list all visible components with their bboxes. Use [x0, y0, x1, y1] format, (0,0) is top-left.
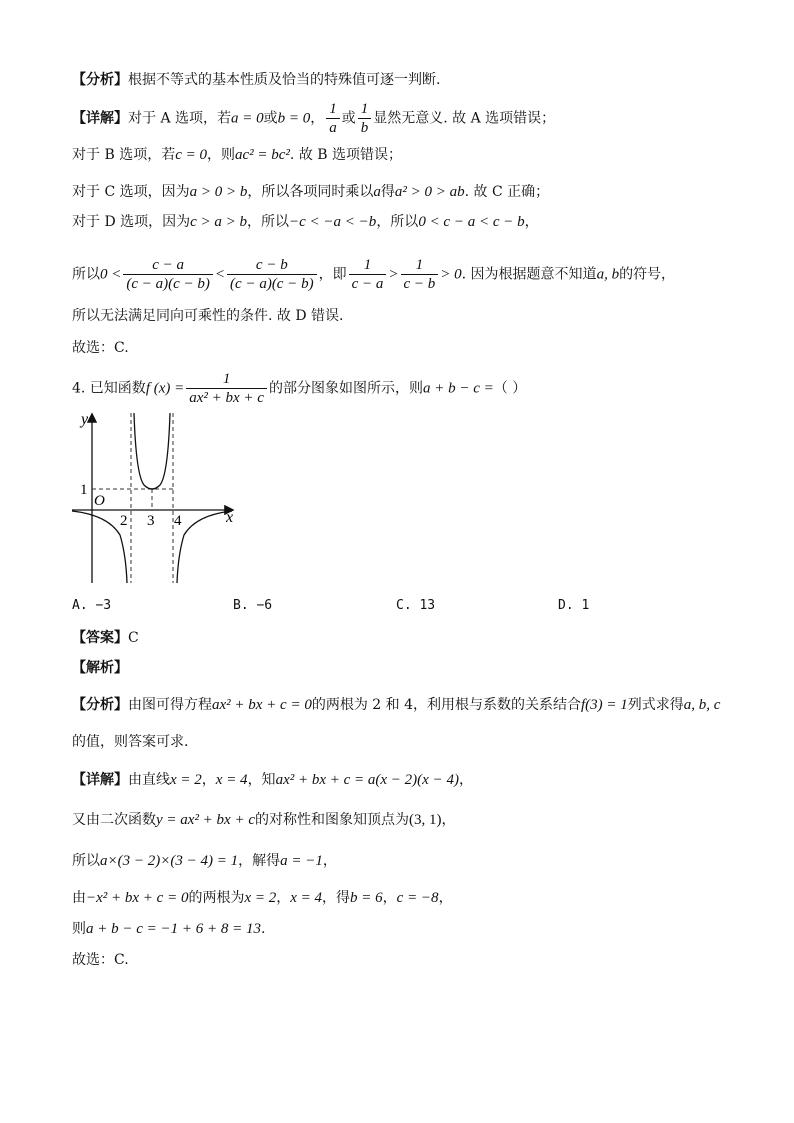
- text-segment: 的对称性和图象知顶点为: [255, 812, 409, 828]
- choice-line-2: 故选：C.: [72, 952, 129, 968]
- math-expression: a = −1: [280, 853, 323, 869]
- text-segment: . 故 B 选项错误；: [289, 147, 403, 163]
- math-expression: a×(3 − 2)×(3 − 4) = 1: [100, 853, 239, 869]
- math-expression: a: [373, 184, 381, 200]
- math-expression: f (x) =: [145, 380, 185, 397]
- math-expression: a + b − c =: [422, 380, 494, 397]
- option-b-line: [72, 145, 402, 165]
- math-expression: b = 6: [350, 890, 383, 906]
- analysis-text: 根据不等式的基本性质及恰当的特殊值可逐一判断.: [128, 72, 441, 88]
- fraction: [358, 100, 372, 137]
- math-expression: x = 4: [215, 772, 248, 788]
- option-letter: B.: [233, 598, 249, 613]
- answer-value: C: [128, 630, 139, 646]
- math-expression: f(3) = 1: [581, 697, 628, 713]
- text-segment: ，: [438, 890, 453, 906]
- denominator: a: [329, 120, 337, 136]
- result-line: [72, 919, 265, 939]
- text-segment: 的两根为: [188, 890, 245, 906]
- math-expression: a + b − c = −1 + 6 + 8 = 13: [86, 921, 262, 937]
- denominator: (c − a)(c − b): [230, 276, 314, 292]
- text-segment: 对于 C 选项，因为: [72, 184, 190, 200]
- math-expression: b = 0: [277, 110, 311, 127]
- text-segment: 4. 已知函数: [72, 380, 146, 397]
- math-expression: c > a > b: [190, 214, 248, 230]
- vertex-line: [72, 810, 456, 830]
- option-letter: C.: [396, 598, 412, 613]
- math-expression: c = 0: [175, 147, 207, 163]
- fraction-line: [72, 256, 675, 293]
- curve-right-branch: [177, 511, 232, 583]
- text-segment: . 故 C 正确；: [464, 184, 550, 200]
- text-segment: 对于 B 选项，若: [72, 147, 176, 163]
- tick-label-2: 2: [120, 513, 128, 529]
- choice-line: 故选：C.: [72, 340, 129, 356]
- option-b[interactable]: [233, 598, 272, 613]
- function-graph: [68, 405, 248, 587]
- math-expression: 0 < c − a < c − b: [418, 214, 525, 230]
- detail-tag: 【详解】: [72, 772, 128, 788]
- fraction: [123, 256, 213, 293]
- math-expression: a² > 0 > ab: [394, 184, 465, 200]
- text-segment: ，所以各项同时乘以: [247, 184, 374, 200]
- math-expression: c = −8: [396, 890, 439, 906]
- numerator: c − a: [123, 256, 213, 275]
- tick-label-1: 1: [80, 482, 88, 498]
- text-segment: 显然无意义. 故 A 选项错误；: [373, 110, 556, 127]
- denominator: c − b: [403, 276, 436, 292]
- denominator: c − a: [351, 276, 384, 292]
- text-segment: 又由二次函数: [72, 812, 156, 828]
- text-segment: ，: [524, 214, 539, 230]
- option-c[interactable]: [396, 598, 435, 613]
- option-d-line: [72, 212, 539, 232]
- text-segment: ，所以: [247, 214, 290, 230]
- detail2-line: [72, 770, 473, 790]
- x-axis-label: x: [226, 509, 234, 526]
- text-segment: 对于 A 选项，若: [128, 110, 232, 127]
- option-letter: A.: [72, 598, 88, 613]
- tick-label-3: 3: [147, 513, 155, 529]
- math-expression: ax² + bx + c = 0: [212, 697, 312, 713]
- text-segment: ，: [322, 853, 337, 869]
- analysis2-cont: 的值，则答案可求.: [72, 734, 189, 750]
- fraction: [401, 256, 439, 293]
- option-value: −6: [256, 598, 273, 613]
- conclusion-line: 所以无法满足同向可乘性的条件. 故 D 错误.: [72, 308, 344, 324]
- fraction: [186, 370, 267, 407]
- numerator: 1: [326, 100, 340, 119]
- option-a[interactable]: [72, 598, 111, 613]
- text-segment: 由图可得方程: [128, 697, 212, 713]
- math-expression: (3, 1): [409, 812, 442, 828]
- text-segment: 的部分图象如图所示，则: [268, 380, 423, 397]
- text-segment: ，即: [318, 266, 347, 283]
- text-segment: 或: [341, 110, 356, 127]
- math-expression: > 0: [440, 266, 462, 283]
- fraction: [326, 100, 340, 137]
- detail-option-a: [72, 100, 555, 137]
- text-segment: ，: [382, 890, 397, 906]
- analysis-tag: 【分析】: [72, 72, 128, 88]
- solve-a-line: [72, 851, 337, 871]
- math-expression: y = ax² + bx + c: [156, 812, 255, 828]
- answer-tag: 【答案】: [72, 630, 128, 646]
- math-expression: x = 4: [290, 890, 323, 906]
- analysis-tag: 【分析】: [72, 697, 128, 713]
- numerator: 1: [358, 100, 372, 119]
- math-expression: −x² + bx + c = 0: [86, 890, 189, 906]
- fraction: [349, 256, 387, 293]
- denominator: (c − a)(c − b): [126, 276, 210, 292]
- math-expression: ac² = bc²: [234, 147, 290, 163]
- solution-tag: 【解析】: [72, 660, 128, 676]
- text-segment: ，: [310, 110, 325, 127]
- denominator: b: [360, 120, 369, 136]
- text-segment: ，解得: [238, 853, 281, 869]
- text-segment: 由: [72, 890, 86, 906]
- text-segment: . 因为根据题意不知道: [461, 266, 597, 283]
- math-expression: 0 <: [100, 266, 122, 283]
- math-expression: x = 2: [244, 890, 277, 906]
- option-value: 1: [581, 598, 590, 613]
- math-expression: −c < −a < −b: [289, 214, 377, 230]
- solve-bc-line: [72, 888, 453, 908]
- text-segment: 所以: [72, 853, 100, 869]
- curve-middle-branch: [134, 413, 170, 489]
- text-segment: ，所以: [376, 214, 419, 230]
- analysis-paragraph: [72, 70, 440, 90]
- text-segment: 所以: [72, 266, 100, 283]
- question-stem: [72, 370, 526, 407]
- math-expression: a > 0 > b: [189, 184, 248, 200]
- text-segment: .: [261, 921, 266, 937]
- math-expression: <: [214, 266, 226, 283]
- text-segment: 由直线: [128, 772, 170, 788]
- math-expression: a, b, c: [683, 697, 721, 713]
- text-segment: ，: [276, 890, 291, 906]
- denominator: ax² + bx + c: [189, 390, 264, 406]
- option-c-line: [72, 182, 549, 202]
- analysis2-line: [72, 695, 720, 715]
- text-segment: ，得: [322, 890, 351, 906]
- math-expression: x = 2: [170, 772, 202, 788]
- option-d[interactable]: [558, 598, 589, 613]
- text-segment: 列式求得: [627, 697, 684, 713]
- text-segment: 或: [263, 110, 278, 127]
- text-segment: 的符号，: [619, 266, 676, 283]
- numerator: 1: [349, 256, 387, 275]
- math-expression: a = 0: [231, 110, 264, 127]
- text-segment: （ ）: [493, 380, 527, 397]
- option-value: −3: [95, 598, 112, 613]
- text-segment: 的两根为 2 和 4，利用根与系数的关系结合: [311, 697, 582, 713]
- text-segment: ，知: [247, 772, 276, 788]
- tick-label-4: 4: [174, 513, 182, 529]
- numerator: c − b: [227, 256, 317, 275]
- text-segment: ，: [201, 772, 216, 788]
- text-segment: 对于 D 选项，因为: [72, 214, 191, 230]
- math-expression: ax² + bx + c = a(x − 2)(x − 4): [275, 772, 459, 788]
- origin-label: O: [94, 493, 105, 509]
- answer-line: [72, 628, 139, 648]
- curve-left-branch: [72, 511, 127, 583]
- text-segment: ，则: [206, 147, 235, 163]
- fraction: [227, 256, 317, 293]
- text-segment: 得: [380, 184, 395, 200]
- numerator: 1: [401, 256, 439, 275]
- math-expression: >: [388, 266, 399, 283]
- y-axis-label: y: [81, 411, 89, 428]
- detail-tag: 【详解】: [72, 110, 128, 127]
- option-letter: D.: [558, 598, 574, 613]
- text-segment: 则: [72, 921, 86, 937]
- text-segment: ，: [441, 812, 456, 828]
- option-value: 13: [419, 598, 436, 613]
- text-segment: ，: [458, 772, 473, 788]
- math-expression: a, b: [596, 266, 620, 283]
- numerator: 1: [186, 370, 267, 389]
